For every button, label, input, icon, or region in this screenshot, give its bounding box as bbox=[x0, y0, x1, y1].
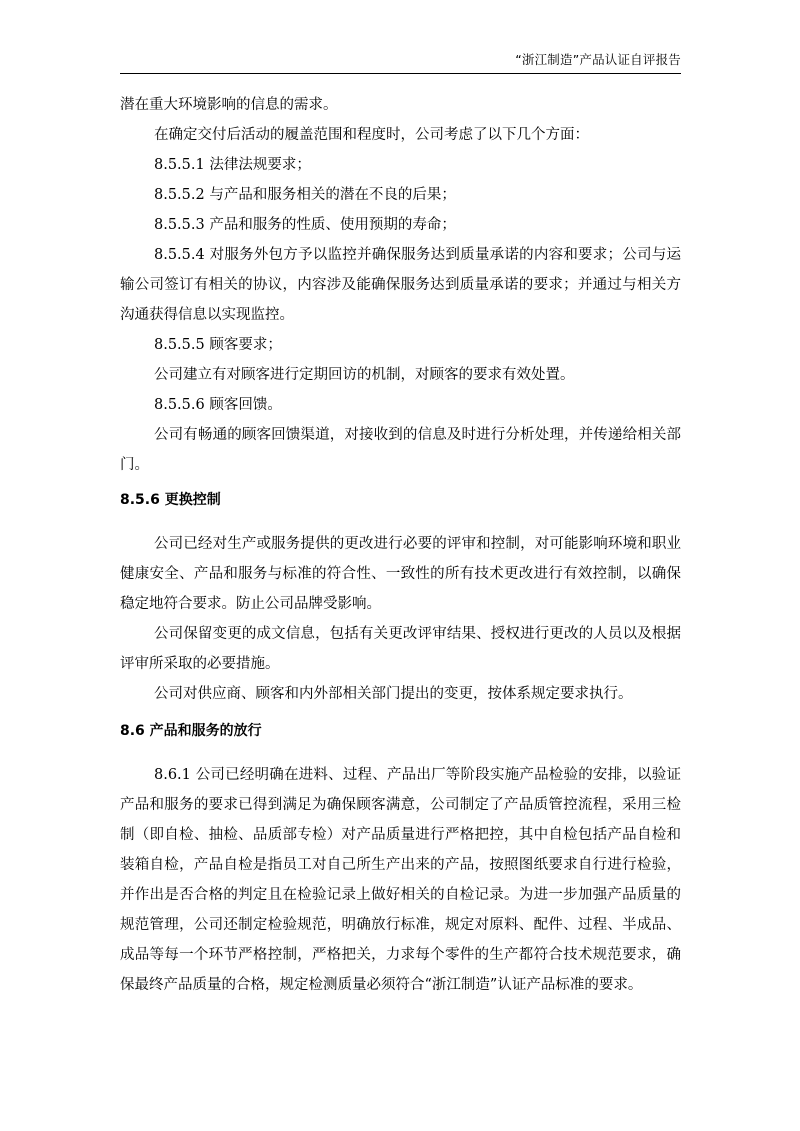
paragraph-change-records: 公司保留变更的成文信息，包括有关更改评审结果、授权进行更改的人员以及根据评审所采取的必要措施。 bbox=[120, 626, 681, 672]
clause-8552: 8.5.5.2 与产品和服务相关的潜在不良的后果； bbox=[154, 187, 456, 203]
paragraph-customer-visit: 公司建立有对顾客进行定期回访的机制，对顾客的要求有效处置。 bbox=[154, 367, 575, 383]
clause-8553: 8.5.5.3 产品和服务的性质、使用预期的寿命； bbox=[154, 217, 456, 233]
page-header-title: “浙江制造”产品认证自评报告 bbox=[515, 52, 681, 67]
paragraph-continuation: 潜在重大环境影响的信息的需求。 bbox=[120, 97, 338, 113]
paragraph-change-execution: 公司对供应商、顾客和内外部相关部门提出的变更，按体系规定要求执行。 bbox=[154, 686, 633, 702]
section-heading-86: 8.6 产品和服务的放行 bbox=[120, 723, 262, 739]
paragraph-change-review: 公司已经对生产或服务提供的更改进行必要的评审和控制，对可能影响环境和职业健康安全、产品和服务与标准的符合性、一致性的所有技术更改进行有效控制，以确保稳定地符合要求。防止公司品牌受影响。 bbox=[120, 536, 681, 612]
clause-8556: 8.5.5.6 顾客回馈。 bbox=[154, 397, 282, 413]
paragraph-customer-feedback: 公司有畅通的顾客回馈渠道，对接收到的信息及时进行分析处理，并传递给相关部门。 bbox=[120, 427, 681, 473]
clause-8551: 8.5.5.1 法律法规要求； bbox=[154, 157, 311, 173]
document-body bbox=[120, 90, 681, 1000]
section-heading-856: 8.5.6 更换控制 bbox=[120, 492, 221, 508]
clause-861: 8.6.1 公司已经明确在进料、过程、产品出厂等阶段实施产品检验的安排，以验证产品和服务的要求已得到满足为确保顾客满意，公司制定了产品质管控流程，采用三检制（即自检、抽检、品质部专检）对产品质量进行严格把控，其中自检包括产品自检和装箱自检，产品自检是指员工对自己所生产出来的产品，按照图纸要求自行进行检验，并作出是否合格的判定且在检验记录上做好相关的自检记录。为进一步加强产品质量的规范管理，公司还制定检验规范，明确放行标准，规定对原料、配件、过程、半成品、成品等每一个环节严格控制，严格把关，力求每个零件的生产都符合技术规范要求，确保最终产品质量的合格，规定检测质量必须符合“浙江制造”认证产品标准的要求。 bbox=[120, 767, 681, 993]
paragraph-intro: 在确定交付后活动的履盖范围和程度时，公司考虑了以下几个方面： bbox=[154, 127, 589, 143]
clause-8554: 8.5.5.4 对服务外包方予以监控并确保服务达到质量承诺的内容和要求；公司与运输公司签订有相关的协议，内容涉及能确保服务达到质量承诺的要求；并通过与相关方沟通获得信息以实现监控。 bbox=[120, 247, 681, 323]
clause-8555: 8.5.5.5 顾客要求； bbox=[154, 337, 282, 353]
header-rule bbox=[120, 73, 681, 74]
